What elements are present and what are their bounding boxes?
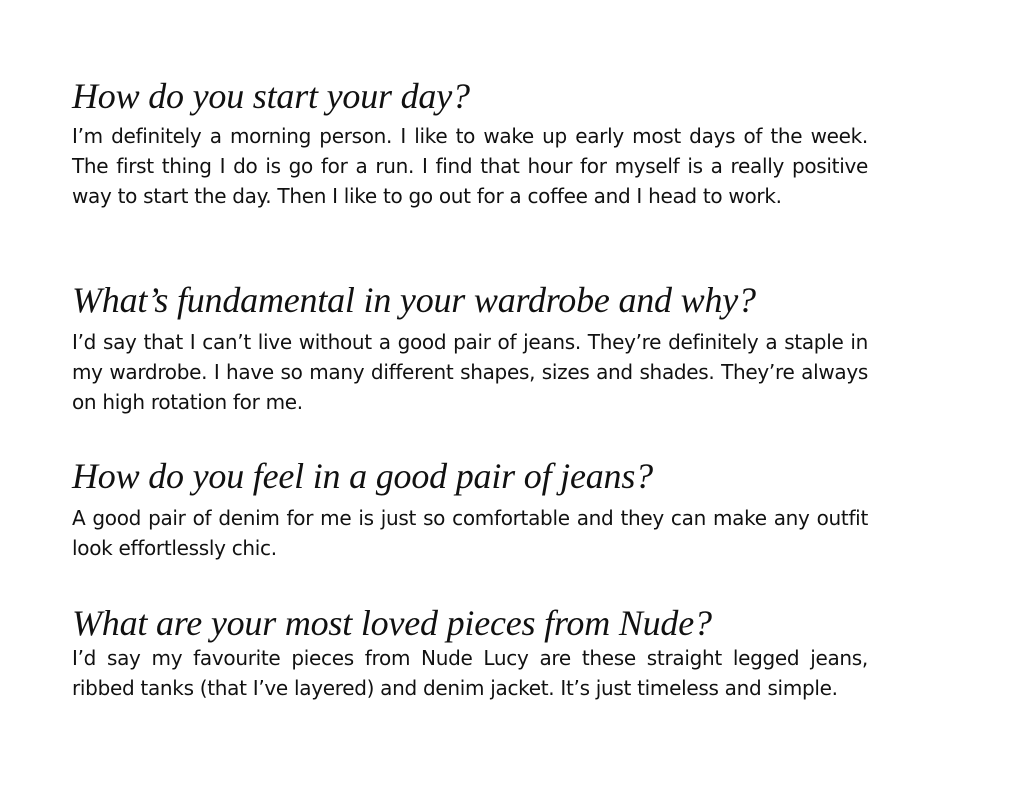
qa-section-start-day (72, 75, 868, 211)
question-heading: How do you start your day? (72, 76, 470, 116)
qa-section-loved-pieces (72, 602, 868, 703)
qa-section-wardrobe (72, 279, 868, 417)
answer-paragraph: I’d say my favourite pieces from Nude Lucy are these straight legged jeans, ribbed tanks (that I’ve layered) and denim jacket. It’s just timeless and simple. (72, 646, 868, 700)
question-heading: What’s fundamental in your wardrobe and why? (72, 280, 756, 320)
answer-paragraph: I’m definitely a morning person. I like to wake up early most days of the week. The first thing I do is go for a run. I find that hour for myself is a really positive way to start the day. Then I like to go out for a coffee and I head to work. (72, 124, 868, 208)
question-heading: What are your most loved pieces from Nude? (72, 603, 712, 643)
qa-section-jeans-feel (72, 455, 868, 563)
answer-paragraph: I’d say that I can’t live without a good pair of jeans. They’re definitely a staple in my wardrobe. I have so many different shapes, sizes and shades. They’re always on high rotation for me. (72, 330, 868, 414)
question-heading: How do you feel in a good pair of jeans? (72, 456, 653, 496)
answer-paragraph: A good pair of denim for me is just so comfortable and they can make any outfit look effortlessly chic. (72, 506, 868, 560)
